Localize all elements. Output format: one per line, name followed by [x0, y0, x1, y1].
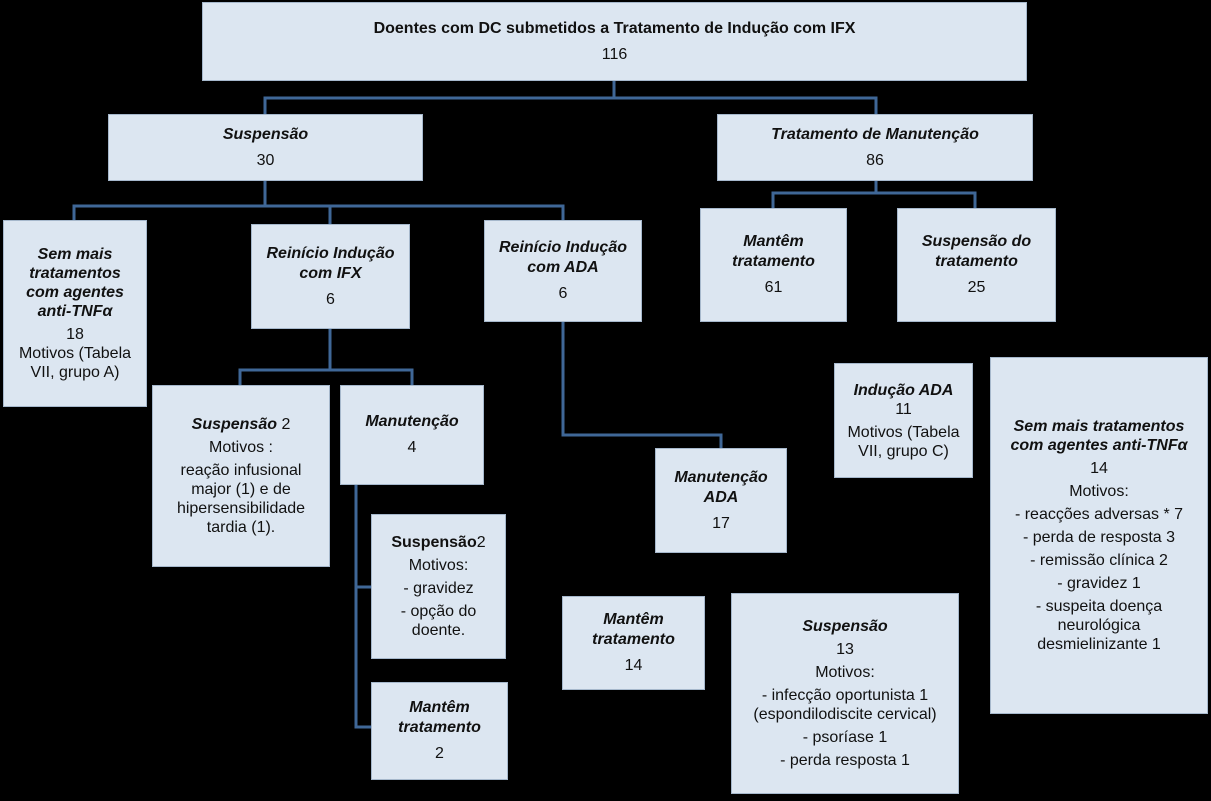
suspensao-ifx2-heading [391, 533, 485, 552]
mantem-ada-box [562, 596, 705, 690]
reinicio-ifx-title-2: com IFX [299, 264, 362, 282]
reinicio-ada-title-2: com ADA [527, 259, 599, 276]
suspensao-ada-count: 13 [836, 641, 854, 658]
reinicio-ifx-title-1: Reinício Indução [266, 244, 395, 262]
suspensao-ada-motivos: Motivos: [815, 664, 875, 681]
suspensao-ifx2-item-2a: - opção do [400, 603, 477, 620]
connector-suspensao [74, 180, 265, 220]
manutencao-ifx-count: 4 [407, 439, 417, 456]
connector-reinicio-ada [563, 321, 721, 448]
suspensao-trat-count: 25 [967, 279, 986, 296]
manutencao-main-box [717, 114, 1033, 181]
suspensao-ifx2-item-1: - gravidez [403, 580, 474, 597]
suspensao-title: Suspensão [222, 125, 309, 143]
connector-manutencao-ifx [356, 485, 371, 727]
connector-reinicio-ifx [240, 328, 330, 385]
suspensao-ifx-motivos: Motivos : [208, 439, 273, 456]
mantem-ifx-title-1: Mantêm [409, 699, 470, 716]
manutencao-ifx-title: Manutenção [365, 413, 459, 430]
inducao-ada-count: 11 [895, 400, 912, 418]
suspensao-ifx-heading [192, 415, 291, 434]
suspensao-ada-item-2: - psoríase 1 [802, 729, 888, 746]
suspensao-count: 30 [256, 151, 275, 169]
root-count: 116 [601, 45, 628, 63]
manutencao-ifx-box [340, 385, 484, 485]
mantem-61-title-1: Mantêm [743, 233, 804, 250]
sem-mais-c-motivos: Motivos: [1069, 483, 1129, 500]
suspensao-ifx2-item-2b: doente. [411, 622, 466, 639]
sem-mais-a-motivos-2: VII, grupo A) [30, 364, 120, 381]
suspensao-trat-title-1: Suspensão do [921, 233, 1032, 250]
suspensao-ada-item-1b: (espondilodiscite cervical) [753, 706, 937, 723]
sem-mais-c-item-3: - remissão clínica 2 [1030, 552, 1168, 569]
manutencao-ada-count: 17 [712, 514, 730, 532]
sem-mais-c-item-5a: - suspeita doença [1035, 598, 1163, 615]
suspensao-ifx-detail-2: major (1) e de [191, 481, 291, 498]
connector-root [265, 80, 614, 114]
suspensao-ifx2-box [371, 514, 506, 659]
inducao-ada-motivos-2: VII, grupo C) [858, 442, 949, 460]
suspensao-ada-item-3: - perda resposta 1 [780, 752, 910, 769]
connector-manutencao-susp [876, 193, 975, 208]
mantem-61-box [700, 208, 847, 322]
sem-mais-c-title-2: com agentes anti-TNFα [1010, 437, 1188, 454]
sem-mais-a-motivos-1: Motivos (Tabela [18, 345, 132, 362]
reinicio-ifx-count: 6 [326, 290, 335, 308]
suspensao-ifx-detail-3: hipersensibilidade [176, 500, 306, 517]
root-title: Doentes com DC submetidos a Tratamento de Indução com IFX [373, 19, 856, 37]
mantem-61-title-2: tratamento [732, 253, 815, 270]
suspensao-ifx2-motivos: Motivos: [408, 557, 469, 574]
manutencao-ada-title-1: Manutenção [674, 468, 768, 486]
reinicio-ada-count: 6 [558, 285, 568, 302]
connector-suspensao-ada [265, 206, 563, 220]
manutencao-main-title: Tratamento de Manutenção [771, 125, 979, 143]
suspensao-trat-box [897, 208, 1056, 322]
inducao-ada-title: Indução ADA [853, 381, 954, 399]
mantem-ifx-title-2: tratamento [398, 719, 481, 736]
sem-mais-c-item-5c: desmielinizante 1 [1037, 636, 1161, 653]
connector-reinicio-ifx-man [330, 370, 412, 385]
sem-mais-c-item-4: - gravidez 1 [1057, 575, 1141, 592]
sem-mais-c-item-5b: neurológica [1057, 617, 1141, 634]
suspensao-ifx-detail-1: reação infusional [180, 462, 302, 479]
mantem-61-count: 61 [764, 279, 783, 296]
mantem-ifx-count: 2 [435, 745, 444, 762]
sem-mais-a-title-4: anti-TNFα [37, 303, 113, 320]
suspensao-ada-box [731, 593, 959, 794]
reinicio-ada-title-1: Reinício Indução [498, 239, 627, 256]
manutencao-main-count: 86 [866, 151, 884, 169]
sem-mais-a-title-3: com agentes [26, 284, 124, 301]
reinicio-ifx-box [251, 224, 410, 329]
inducao-ada-box [834, 363, 973, 478]
suspensao-ada-item-1a: - infecção oportunista 1 [761, 687, 929, 704]
root-box [202, 2, 1027, 81]
connector-suspensao-ifx [265, 206, 330, 224]
suspensao-ifx-box [152, 385, 330, 567]
sem-mais-c-box [990, 357, 1208, 714]
sem-mais-a-box [3, 220, 147, 407]
inducao-ada-motivos-1: Motivos (Tabela [847, 423, 960, 441]
sem-mais-a-title-2: tratamentos [29, 265, 121, 282]
manutencao-ada-box [655, 448, 787, 553]
sem-mais-c-item-1: - reacções adversas * 7 [1014, 506, 1184, 523]
suspensao-trat-title-2: tratamento [935, 253, 1018, 270]
connector-manutencao [773, 180, 876, 208]
suspensao-ifx-title: Suspensão [191, 416, 277, 433]
suspensao-ifx2-count: 2 [476, 534, 486, 551]
mantem-ada-title-1: Mantêm [603, 611, 664, 628]
manutencao-ada-title-2: ADA [703, 488, 739, 506]
sem-mais-c-title-1: Sem mais tratamentos [1013, 418, 1185, 435]
sem-mais-c-count: 14 [1090, 460, 1108, 477]
mantem-ada-count: 14 [624, 657, 643, 674]
reinicio-ada-box [484, 220, 642, 322]
mantem-ada-title-2: tratamento [592, 631, 675, 648]
suspensao-ada-title: Suspensão [802, 618, 888, 635]
connector-root-right [614, 98, 876, 114]
suspensao-ifx-count: 2 [277, 416, 291, 433]
suspensao-ifx2-title: Suspensão [391, 534, 477, 551]
suspensao-box [108, 114, 423, 181]
suspensao-ifx-detail-4: tardia (1). [206, 519, 276, 536]
mantem-ifx-box [371, 682, 508, 780]
sem-mais-a-title-1: Sem mais [37, 246, 113, 263]
sem-mais-a-count: 18 [66, 326, 84, 343]
sem-mais-c-item-2: - perda de resposta 3 [1022, 529, 1176, 546]
